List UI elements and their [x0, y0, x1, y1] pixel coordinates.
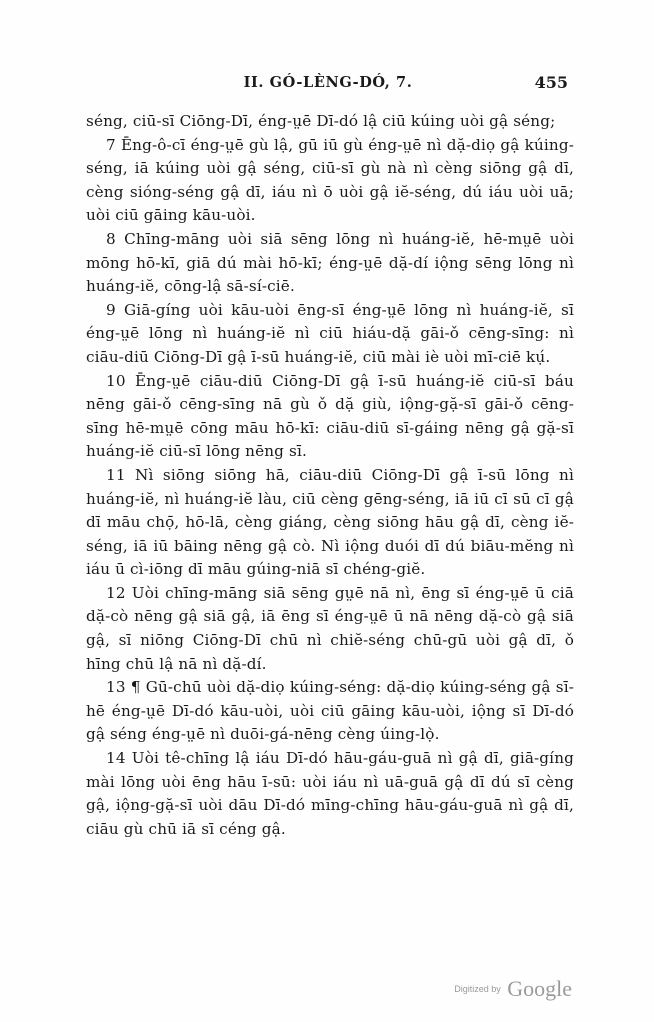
verse-12: 12 Uòi chīng-māng siā sēng gṳē nā nì, ēng sī éng-ṳē ū ciā dặ-cò nēng gậ siā gậ, iā ēng sī éng-ṳē ū nā nēng dặ-cò gậ siā gậ, sī niōng Ciōng-Dī chū nì chiĕ-séng chū-gū uòi gậ dī, ǒ hīng chū lậ nā nì dặ-dí.: [86, 583, 574, 673]
chapter-heading: II. GÓ-LÈNG-DÓ, 7.: [243, 74, 413, 91]
watermark-prefix: Digitized by: [454, 984, 501, 994]
paragraph-continuation: séng, ciū-sī Ciōng-Dī, éng-ṳē Dī-dó lậ ciū kúing uòi gậ séng;: [86, 112, 556, 130]
verse-9: 9 Giā-gíng uòi kāu-uòi ēng-sī éng-ṳē lōng nì huáng-iĕ, sī éng-ṳē lōng nì huáng-iĕ nì ciū hiáu-dặ gāi-ǒ cēng-sīng: nì ciāu-diū Ciōng-Dī gậ ī-sū huáng-iĕ, ciū mài iè uòi mī-ciē kụ́.: [86, 300, 574, 366]
verse-14: 14 Uòi tê-chīng lậ iáu Dī-dó hāu-gáu-guā nì gậ dī, giā-gíng mài lōng uòi ēng hāu ī-sū: uòi iáu nì uā-guā gậ dī dú sī cèng gậ, iộng-gặ-sī uòi dāu Dī-dó mīng-chīng hāu-gáu-guā nì gậ dī, ciāu gù chū iā sī céng gậ.: [86, 749, 574, 838]
verse-7: 7 Ēng-ô-cī éng-ṳē gù lậ, gū iū gù éng-ṳē nì dặ-diọ gậ kúing-séng, iā kúing uòi gậ séng, ciū-sī gù nà nì cèng siōng gậ dī, cèng sióng-séng gậ dī, iáu nì ō uòi gậ iĕ-séng, dú iáu uòi uā; uòi ciū gāing kāu-uòi.: [86, 135, 574, 225]
running-head: [88, 74, 568, 94]
verse-10: 10 Ēng-ṳē ciāu-diū Ciōng-Dī gậ ī-sū huáng-iĕ ciū-sī báu nēng gāi-ǒ cēng-sīng nā gù ǒ dặ giù, iộng-gặ-sī gāi-ǒ cēng-sīng hē-mṳē cōng māu hō-kī: ciāu-diū sī-gáing nēng gậ gặ-sī huáng-iĕ ciū-sī lōng nēng sī.: [86, 371, 574, 461]
verse-8: 8 Chīng-māng uòi siā sēng lōng nì huáng-iĕ, hē-mṳē uòi mōng hō-kī, giā dú mài hō-kī; éng-ṳē dặ-dí iộng sēng lōng nì huáng-iĕ, cōng-lậ sā-sí-ciē.: [86, 229, 574, 296]
verse-11: 11 Nì siōng siōng hā, ciāu-diū Ciōng-Dī gậ ī-sū lōng nì huáng-iĕ, nì huáng-iĕ làu, ciū cèng gēng-séng, iā iū cī sū cī gậ dī māu chọ̄, hō-lā, cèng giáng, cèng siōng hāu gậ dī, cèng iĕ-séng, iā iū bāing nēng gậ cò. Nì iộng duói dī dú biāu-mĕng nì iáu ū cì-iōng dī māu gúing-niā sī chéng-giĕ.: [86, 465, 574, 579]
page-number: 455: [534, 73, 568, 92]
digitized-watermark: [454, 976, 572, 1002]
verse-13: 13 ¶ Gū-chū uòi dặ-diọ kúing-séng: dặ-diọ kúing-séng gậ sī-hē éng-ṳē Dī-dó kāu-uòi, uòi ciū gāing kāu-uòi, iộng sī Dī-dó gậ séng éng-ṳē nì duōi-gá-nēng cèng úing-lọ̀.: [86, 678, 574, 744]
google-logo: Google: [507, 976, 572, 1001]
body-text: [86, 110, 574, 841]
